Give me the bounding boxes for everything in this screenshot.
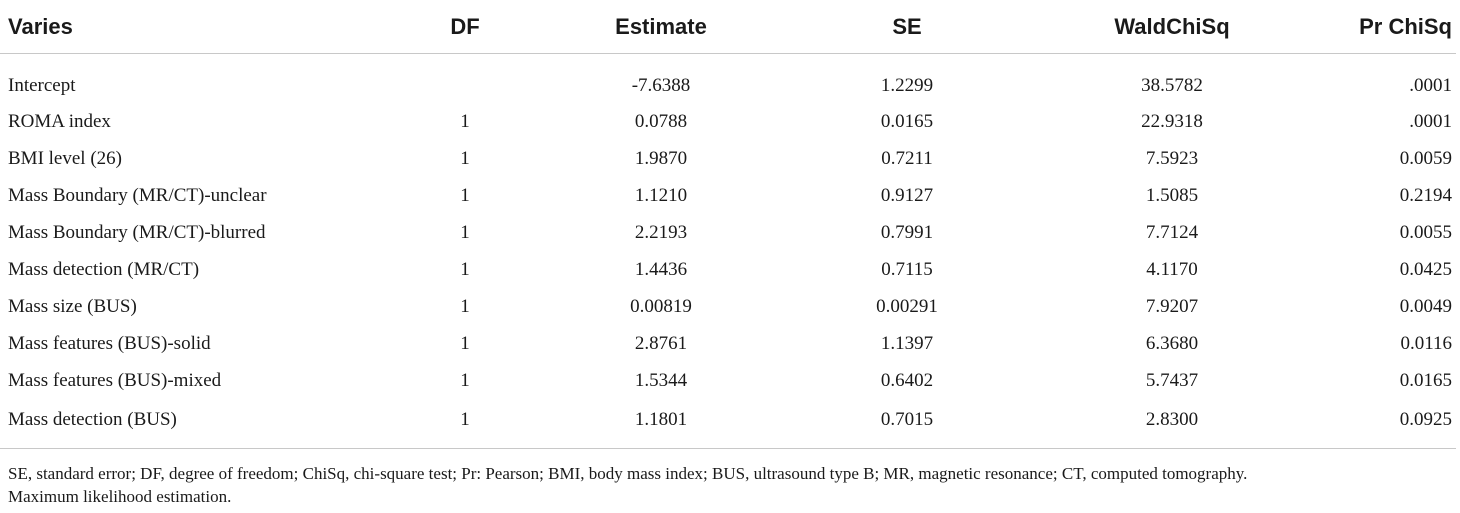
cell-waldchisq: 7.7124 (1145, 222, 1199, 243)
table-row (0, 141, 1456, 178)
table-row (0, 252, 1456, 289)
cell-estimate: 1.5344 (634, 370, 688, 391)
cell-waldchisq: 1.5085 (1145, 185, 1199, 206)
cell-waldchisq: 2.8300 (1022, 400, 1322, 449)
cell-pr-chisq: 0.0925 (1322, 400, 1456, 449)
cell-se: 0.9127 (880, 185, 934, 206)
table-row (0, 104, 1456, 141)
cell-variable: Mass detection (MR/CT) (8, 259, 200, 280)
cell-waldchisq: 7.9207 (1145, 296, 1199, 317)
cell-variable: Mass Boundary (MR/CT)-unclear (8, 185, 267, 206)
cell-waldchisq: 22.9318 (1141, 111, 1203, 132)
table-row (0, 289, 1456, 326)
table-row (0, 178, 1456, 215)
table-row (0, 54, 1456, 104)
cell-pr-chisq: .0001 (1409, 74, 1452, 96)
header-estimate: Estimate (530, 0, 792, 54)
cell-variable: Mass size (BUS) (8, 296, 137, 317)
cell-estimate: -7.6388 (631, 74, 691, 96)
cell-df: 1 (460, 111, 470, 132)
cell-df: 1 (460, 222, 470, 243)
cell-pr-chisq: 0.0059 (1399, 148, 1452, 169)
cell-se: 1.1397 (880, 333, 934, 354)
cell-waldchisq: 6.3680 (1145, 333, 1199, 354)
cell-se: 0.6402 (880, 370, 934, 391)
cell-df: 1 (460, 296, 470, 317)
cell-variable: ROMA index (8, 111, 111, 132)
cell-pr-chisq: 0.0165 (1399, 370, 1452, 391)
cell-waldchisq: 38.5782 (1141, 74, 1203, 96)
footnote-method: Maximum likelihood estimation. (8, 487, 232, 506)
header-varies: Varies (0, 0, 400, 54)
cell-se: 0.7211 (881, 148, 933, 169)
table-row (0, 215, 1456, 252)
cell-se: 0.0165 (880, 111, 934, 132)
table-row (0, 326, 1456, 363)
header-df: DF (400, 0, 530, 54)
cell-pr-chisq: 0.2194 (1399, 185, 1452, 206)
cell-se: 0.7115 (881, 259, 933, 280)
cell-df: 1 (460, 185, 470, 206)
cell-waldchisq: 7.5923 (1145, 148, 1199, 169)
header-waldchisq: WaldChiSq (1022, 0, 1322, 54)
cell-pr-chisq: .0001 (1409, 111, 1452, 132)
cell-se: 0.7015 (792, 400, 1022, 449)
table-footnote (8, 462, 1448, 508)
header-se: SE (792, 0, 1022, 54)
header-pr-chisq: Pr ChiSq (1322, 0, 1456, 54)
cell-variable: Mass features (BUS)-solid (8, 333, 211, 354)
cell-variable: Mass features (BUS)-mixed (8, 370, 222, 391)
cell-waldchisq: 5.7437 (1145, 370, 1199, 391)
cell-df: 1 (460, 333, 470, 354)
cell-estimate: 1.4436 (634, 259, 688, 280)
cell-variable: BMI level (26) (8, 148, 122, 169)
cell-estimate: 1.1801 (530, 400, 792, 449)
cell-df: 1 (460, 148, 470, 169)
cell-estimate: 1.1210 (634, 185, 688, 206)
cell-se: 0.7991 (880, 222, 934, 243)
cell-estimate: 1.9870 (634, 148, 688, 169)
cell-estimate: 2.2193 (634, 222, 688, 243)
cell-df: 1 (460, 370, 470, 391)
cell-variable: Intercept (8, 74, 76, 96)
cell-pr-chisq: 0.0055 (1399, 222, 1452, 243)
cell-estimate: 2.8761 (634, 333, 688, 354)
cell-waldchisq: 4.1170 (1146, 259, 1198, 280)
cell-df: 1 (460, 259, 470, 280)
cell-df: 1 (400, 400, 530, 449)
table-row (0, 363, 1456, 400)
footnote-abbreviations: SE, standard error; DF, degree of freedom; ChiSq, chi-square test; Pr: Pearson; BMI, body mass index; BUS, ultrasound type B; MR, magnetic resonance; CT, computed tomography. (8, 464, 1248, 483)
cell-pr-chisq: 0.0116 (1400, 333, 1452, 354)
cell-pr-chisq: 0.0425 (1399, 259, 1452, 280)
cell-pr-chisq: 0.0049 (1399, 296, 1452, 317)
cell-se: 0.00291 (876, 296, 938, 317)
cell-df (400, 54, 530, 104)
table-row (0, 400, 1456, 449)
cell-estimate: 0.0788 (634, 111, 688, 132)
cell-variable: Mass Boundary (MR/CT)-blurred (8, 222, 266, 243)
cell-estimate: 0.00819 (630, 296, 692, 317)
cell-se: 1.2299 (880, 74, 934, 96)
table-header-row (0, 0, 1456, 54)
cell-variable: Mass detection (BUS) (0, 400, 400, 449)
